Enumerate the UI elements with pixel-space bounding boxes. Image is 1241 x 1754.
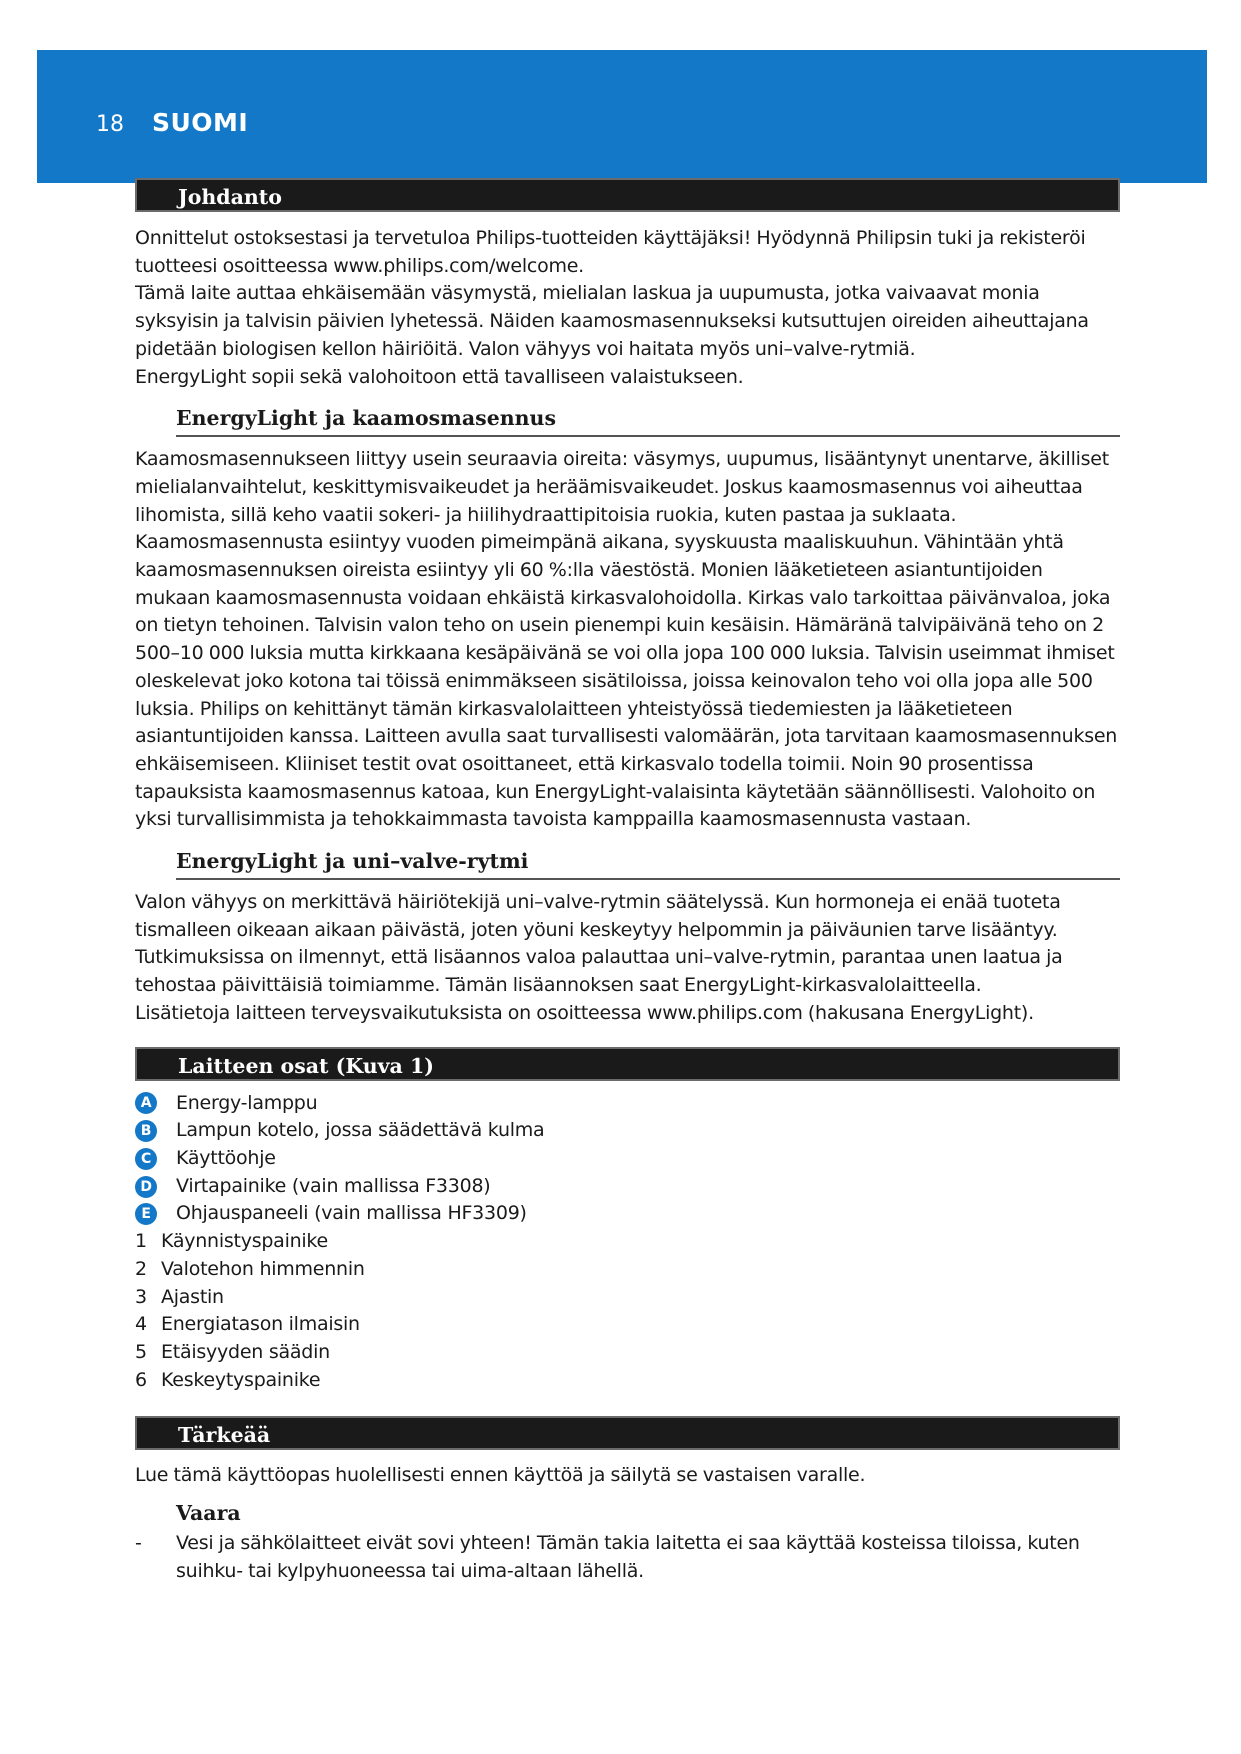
list-item (135, 1530, 1120, 1585)
subheading-depression: EnergyLight ja kaamosmasennus (176, 403, 1120, 437)
list-item (135, 1311, 1120, 1339)
intro-paragraph-1: Onnittelut ostoksestasi ja tervetuloa Philips-tuotteiden käyttäjäksi! Hyödynnä Philipsin tuki ja rekisteröi tuotteesi osoitteessa www.philips.com/welcome. (135, 227, 1086, 277)
list-item-label: Etäisyyden säädin (161, 1340, 330, 1363)
page-content (135, 178, 1120, 1585)
item-number: 5 (135, 1340, 147, 1363)
item-number: 6 (135, 1368, 147, 1391)
list-item (135, 1173, 1120, 1201)
item-number: 3 (135, 1285, 147, 1308)
list-item (135, 1090, 1120, 1118)
letter-d-badge: D (135, 1176, 157, 1198)
item-number: 2 (135, 1257, 147, 1280)
list-item (135, 1367, 1120, 1395)
page-number: 18 (96, 112, 124, 137)
letter-c-badge: C (135, 1148, 157, 1170)
list-item (135, 1145, 1120, 1173)
list-item (135, 1228, 1120, 1256)
letter-a-badge: A (135, 1092, 157, 1114)
item-number: 1 (135, 1230, 147, 1253)
important-intro: Lue tämä käyttöopas huolellisesti ennen käyttöä ja säilytä se vastaisen varalle. (135, 1464, 866, 1487)
rhythm-paragraph: Valon vähyys on merkittävä häiriötekijä uni–valve-rytmin säätelyssä. Kun hormoneja ei enää tuoteta tismalleen oikeaan aikaan päivästä, joten yöuni keskeytyy helpommin ja päiväunien tarve lisääntyy. Tutkimuksissa on ilmennyt, että lisäannos valoa palauttaa uni–valve-rytmin, parantaa unen laatua ja tehostaa päivittäisiä toimiamme. Tämän lisäannoksen saat EnergyLight-kirkasvalolaitteella. (135, 891, 1063, 997)
rhythm-paragraph-2: Lisätietoja laitteen terveysvaikutuksista on osoitteessa www.philips.com (hakusana EnergyLight). (135, 1001, 1034, 1024)
list-item-label: Ajastin (161, 1285, 224, 1308)
section-header-intro: Johdanto (135, 178, 1120, 212)
list-item (135, 1256, 1120, 1284)
letter-e-badge: E (135, 1203, 157, 1225)
depression-paragraph: Kaamosmasennukseen liittyy usein seuraavia oireita: väsymys, uupumus, lisääntynyt unentarve, äkilliset mielialanvaihtelut, keskittymisvaikeudet ja heräämisvaikeudet. Joskus kaamosmasennus voi aiheuttaa lihomista, sillä keho vaatii sokeri- ja hiilihydraattipitoisia ruokia, kuten pastaa ja suklaata. Kaamosmasennusta esiintyy vuoden pimeimpänä aikana, syyskuusta maaliskuuhun. Vähintään yhtä kaamosmasennuksen oireista esiintyy yli 60 %:lla väestöstä. Monien lääketieteen asiantuntijoiden mukaan kaamosmasennusta voidaan ehkäistä kirkasvalohoidolla. Kirkas valo tarkoittaa päivänvaloa, joka on tietyn tehoinen. Talvisin valon teho on usein pienempi kuin kesäisin. Hämäränä talvipäivänä teho on 2 500–10 000 luksia mutta kirkkaana kesäpäivänä se voi olla jopa 100 000 luksia. Talvisin useimmat ihmiset oleskelevat joko kotona tai töissä enimmäkseen sisätiloissa, joissa keinovalon teho voi olla jopa alle 500 luksia. Philips on kehittänyt tämän kirkasvalolaitteen yhteistyössä tiedemiesten ja lääketieteen asiantuntijoiden kanssa. Laitteen avulla saat turvallisesti valomäärän, jota tarvitaan kaamosmasennuksen ehkäisemiseen. Kliiniset testit ovat osoittaneet, että kirkasvalo todella toimii. Noin 90 prosentissa tapauksista kaamosmasennus katoaa, kun EnergyLight-valaisinta käytetään säännöllisesti. Valohoito on yksi turvallisimmista ja tehokkaimmasta tavoista kamppailla kaamosmasennusta vastaan. (135, 448, 1118, 831)
danger-text: Vesi ja sähkölaitteet eivät sovi yhteen! Tämän takia laitetta ei saa käyttää kosteissa tiloissa, kuten suihku- tai kylpyhuoneessa tai uima-altaan lähellä. (176, 1532, 1080, 1582)
list-item-label: Lampun kotelo, jossa säädettävä kulma (176, 1119, 545, 1142)
subheading-rhythm: EnergyLight ja uni–valve-rytmi (176, 846, 1120, 880)
list-item-label: Virtapainike (vain mallissa F3308) (176, 1174, 491, 1197)
list-item (135, 1339, 1120, 1367)
list-item (135, 1117, 1120, 1145)
list-item-label: Energiatason ilmaisin (161, 1313, 360, 1336)
dash-bullet: - (135, 1532, 142, 1555)
list-item-label: Ohjauspaneeli (vain mallissa HF3309) (176, 1202, 527, 1225)
language-title: SUOMI (152, 108, 249, 137)
section-header-important: Tärkeää (135, 1416, 1120, 1450)
list-item-label: Valotehon himmennin (161, 1257, 365, 1280)
parts-list (135, 1090, 1120, 1395)
list-item-label: Käynnistyspainike (161, 1230, 328, 1253)
subheading-danger: Vaara (176, 1501, 241, 1526)
list-item-label: Energy-lamppu (176, 1091, 318, 1114)
intro-paragraph-2: Tämä laite auttaa ehkäisemään väsymystä, mielialan laskua ja uupumusta, jotka vaivaavat monia syksyisin ja talvisin päivien lyhetessä. Näiden kaamosmasennukseksi kutsuttujen oireiden aiheuttajana pidetään biologisen kellon häiriöitä. Valon vähyys voi haitata myös uni–valve-rytmiä. (135, 282, 1089, 360)
section-header-parts: Laitteen osat (Kuva 1) (135, 1047, 1120, 1081)
item-number: 4 (135, 1313, 147, 1336)
list-item-label: Keskeytyspainike (161, 1368, 321, 1391)
list-item-label: Käyttöohje (176, 1146, 276, 1169)
intro-paragraph-3: EnergyLight sopii sekä valohoitoon että tavalliseen valaistukseen. (135, 365, 744, 388)
list-item (135, 1200, 1120, 1228)
list-item (135, 1284, 1120, 1312)
letter-b-badge: B (135, 1120, 157, 1142)
